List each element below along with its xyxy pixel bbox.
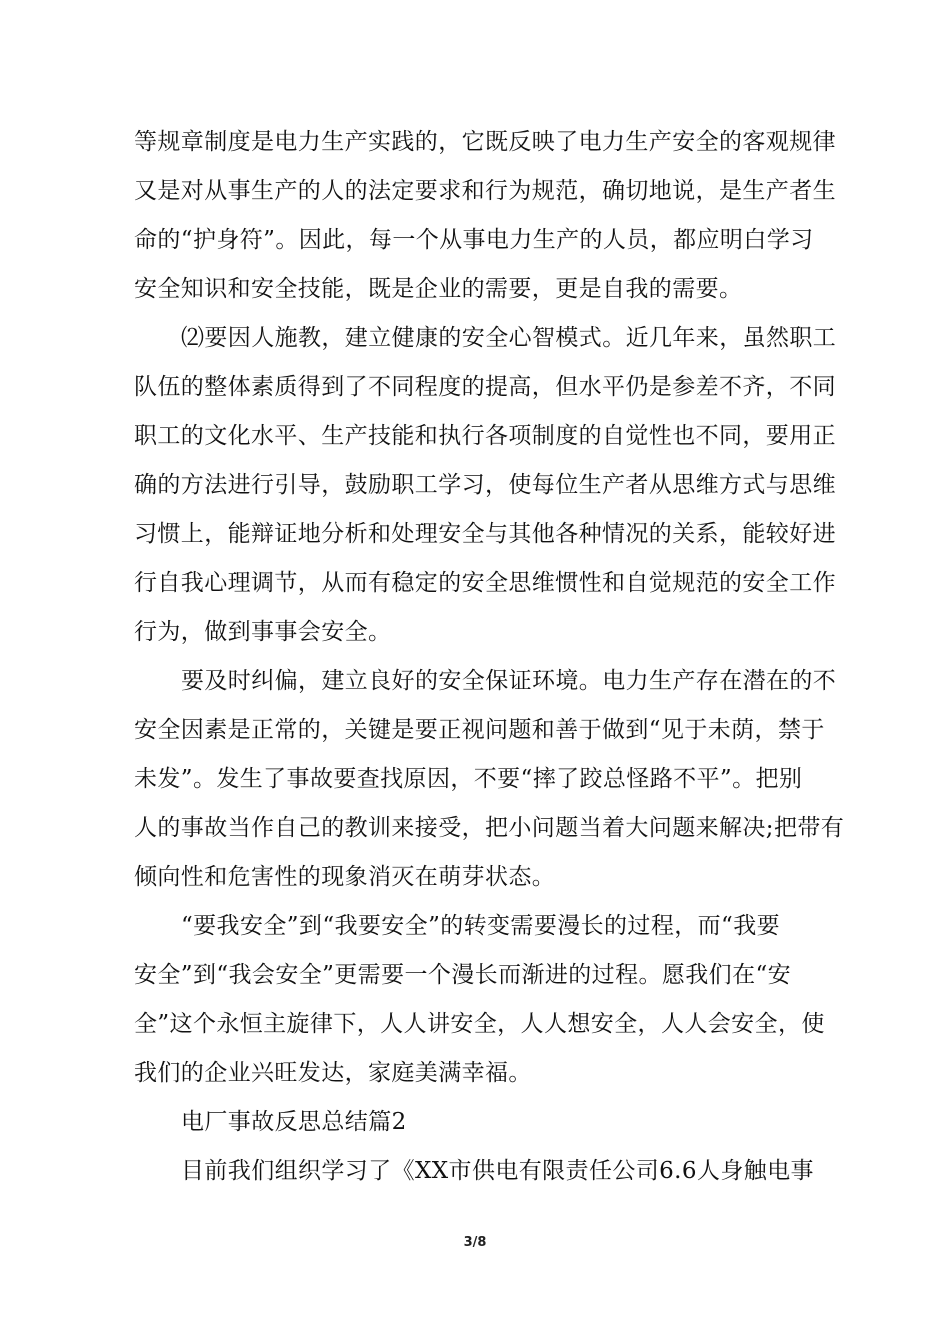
paragraph: [134, 314, 837, 657]
text-line: 又是对从事生产的人的法定要求和行为规范，确切地说，是生产者生: [134, 178, 836, 204]
paragraph: [134, 657, 845, 902]
text-line: 安全因素是正常的，关键是要正视问题和善于做到“见于未荫，禁于: [134, 717, 825, 743]
text-line: 命的“护身符”。因此，每一个从事电力生产的人员，都应明白学习: [134, 227, 814, 253]
text-line: ⑵要因人施教，建立健康的安全心智模式。近几年来，虽然职工: [181, 325, 837, 351]
paragraph: [134, 118, 834, 314]
text-line: “要我安全”到“我要安全”的转变需要漫长的过程，而“我要: [181, 913, 780, 939]
paragraph: [134, 1147, 834, 1196]
text-line: 人的事故当作自己的教训来接受，把小问题当着大问题来解决;把带有: [134, 815, 845, 841]
text-line: 电厂事故反思总结篇2: [181, 1109, 407, 1135]
paragraph: [134, 902, 834, 1098]
text-line: 队伍的整体素质得到了不同程度的提高，但水平仍是参差不齐，不同: [134, 374, 836, 400]
text-line: 全”这个永恒主旋律下，人人讲安全，人人想安全，人人会安全，使: [134, 1011, 825, 1037]
text-line: 确的方法进行引导，鼓励职工学习，使每位生产者从思维方式与思维: [134, 472, 836, 498]
text-line: 目前我们组织学习了《XX市供电有限责任公司6.6人身触电事: [181, 1158, 814, 1184]
text-line: 要及时纠偏，建立良好的安全保证环境。电力生产存在潜在的不: [181, 668, 837, 694]
text-line: 职工的文化水平、生产技能和执行各项制度的自觉性也不同，要用正: [134, 423, 836, 449]
text-line: 行为，做到事事会安全。: [134, 619, 392, 645]
text-line: 我们的企业兴旺发达，家庭美满幸福。: [134, 1060, 532, 1086]
text-line: 倾向性和危害性的现象消灭在萌芽状态。: [134, 864, 556, 890]
text-line: 未发”。发生了事故要查找原因，不要“摔了跤总怪路不平”。把别: [134, 766, 803, 792]
text-line: 等规章制度是电力生产实践的，它既反映了电力生产安全的客观规律: [134, 129, 836, 155]
text-line: 行自我心理调节，从而有稳定的安全思维惯性和自觉规范的安全工作: [134, 570, 836, 596]
document-body: [134, 118, 845, 1196]
text-line: 安全知识和安全技能，既是企业的需要，更是自我的需要。: [134, 276, 743, 302]
paragraph: [134, 1098, 834, 1147]
text-line: 习惯上，能辩证地分析和处理安全与其他各种情况的关系，能较好进: [134, 521, 836, 547]
page-number: 3/8: [463, 1235, 487, 1250]
text-line: 安全”到“我会安全”更需要一个漫长而渐进的过程。愿我们在“安: [134, 962, 792, 988]
